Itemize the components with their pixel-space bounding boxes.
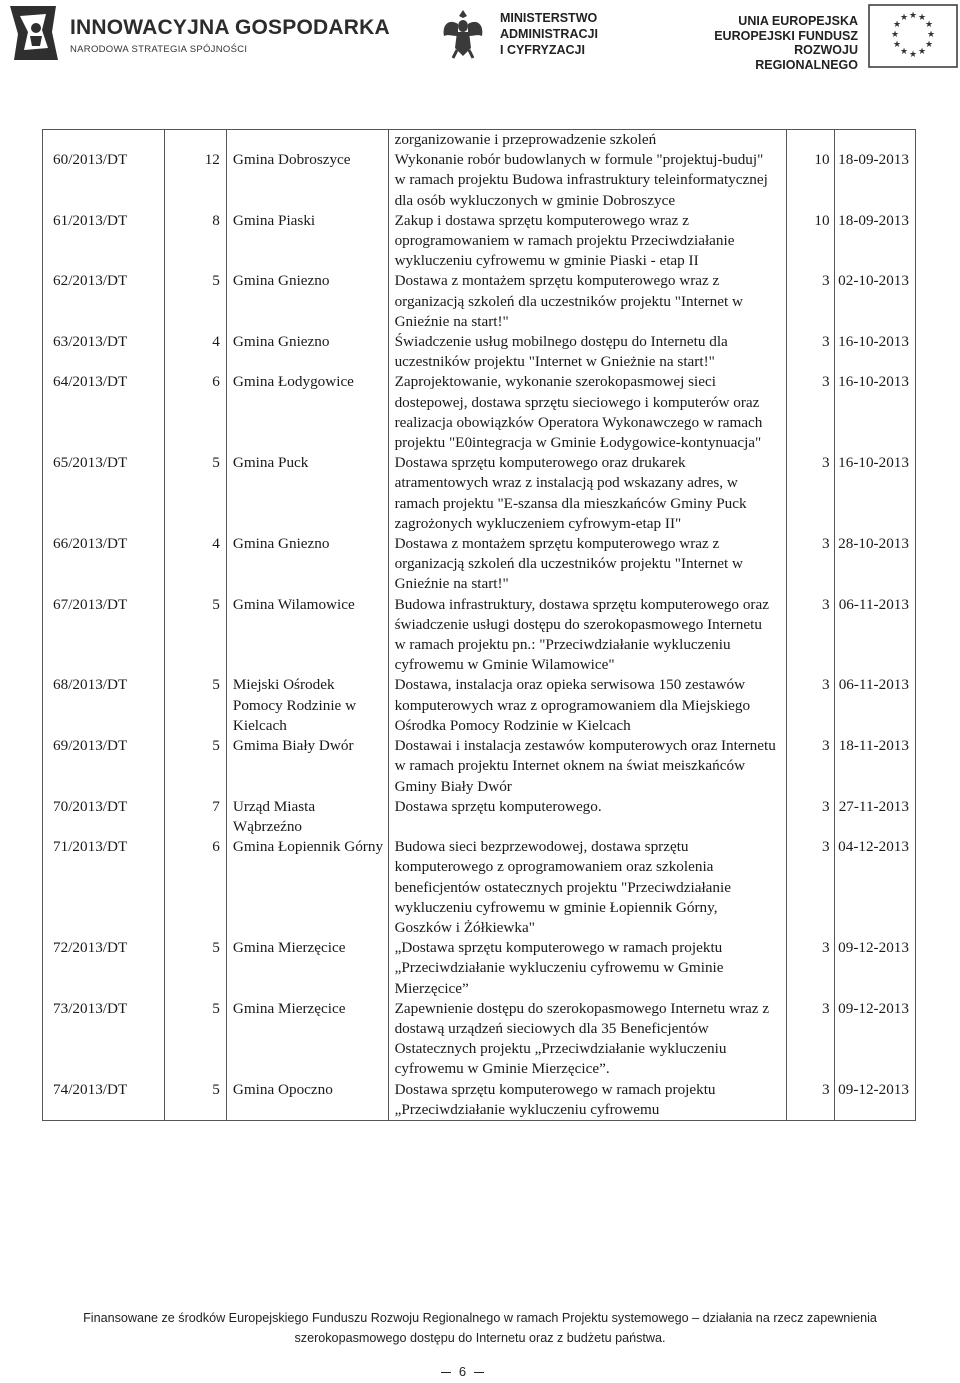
table-row [43, 332, 916, 372]
eu-line-3: ROZWOJU REGIONALNEGO [755, 43, 858, 72]
contract-description-cell: Zapewnienie dostępu do szerokopasmowego Internetu wraz z dostawą urządzeń sieciowych dla 35 Beneficjentów Ostatecznych projektu „Przeciwdziałanie wykluczeniu cyfrowemu w Gminie Mierzęcice”. [388, 999, 786, 1080]
beneficiary-name-cell: Gmina Gniezno [226, 534, 388, 595]
participants-count-cell: 12 [164, 150, 226, 211]
contracts-table-grid [42, 129, 916, 1121]
svg-text:★: ★ [908, 50, 918, 60]
contract-number-cell: 60/2013/DT [43, 150, 165, 211]
contract-number-cell: 61/2013/DT [43, 211, 165, 272]
contract-date-cell: 09-12-2013 [834, 1080, 915, 1121]
contract-date-cell: 06-11-2013 [834, 675, 915, 736]
eu-line-1: UNIA EUROPEJSKA [738, 14, 858, 28]
ministry-line-1: MINISTERSTWO [500, 11, 598, 25]
svg-text:★: ★ [926, 30, 936, 40]
offers-count-cell: 3 [787, 595, 835, 676]
participants-count-cell: 8 [164, 211, 226, 272]
eu-logo-text [712, 14, 858, 72]
ministry-line-2: ADMINISTRACJI [500, 27, 598, 41]
beneficiary-name-cell: Gmina Puck [226, 453, 388, 534]
offers-count-cell: 10 [787, 150, 835, 211]
table-row [43, 1080, 916, 1121]
contract-date-cell: 09-12-2013 [834, 999, 915, 1080]
contract-number-cell: 70/2013/DT [43, 797, 165, 837]
contract-date-cell [834, 130, 915, 151]
participants-count-cell [164, 130, 226, 151]
page-footer [0, 1308, 960, 1348]
table-row [43, 130, 916, 151]
table-row [43, 150, 916, 211]
contract-description-cell: Budowa infrastruktury, dostawa sprzętu komputerowego oraz świadczenie usługi dostępu do szerokopasmowego Internetu w ramach projektu pn.: "Przeciwdziałanie wykluczeniu cyfrowemu w Gminie Wilamowice" [388, 595, 786, 676]
beneficiary-name-cell: Gmina Łodygowice [226, 372, 388, 453]
contract-date-cell: 16-10-2013 [834, 372, 915, 453]
page-number-dash-right [474, 1372, 484, 1373]
offers-count-cell [787, 130, 835, 151]
offers-count-cell: 3 [787, 332, 835, 372]
svg-text:★: ★ [890, 30, 900, 40]
innowacyjna-gospodarka-logo [6, 2, 390, 68]
offers-count-cell: 3 [787, 736, 835, 797]
participants-count-cell: 5 [164, 938, 226, 999]
svg-text:★: ★ [924, 20, 934, 30]
beneficiary-name-cell: Gmina Wilamowice [226, 595, 388, 676]
offers-count-cell: 3 [787, 837, 835, 938]
footer-line-2: szerokopasmowego dostępu do Internetu oraz z budżetu państwa. [294, 1331, 666, 1345]
table-row [43, 453, 916, 534]
footer-line-1: Finansowane ze środków Europejskiego Funduszu Rozwoju Regionalnego w ramach Projektu systemowego – działania na rzecz zapewnienia [83, 1311, 877, 1325]
contract-description-cell: zorganizowanie i przeprowadzenie szkoleń [388, 130, 786, 151]
offers-count-cell: 3 [787, 675, 835, 736]
table-row [43, 938, 916, 999]
contract-number-cell: 72/2013/DT [43, 938, 165, 999]
contract-date-cell: 06-11-2013 [834, 595, 915, 676]
contract-date-cell: 16-10-2013 [834, 332, 915, 372]
participants-count-cell: 5 [164, 271, 226, 332]
contract-date-cell: 27-11-2013 [834, 797, 915, 837]
contract-description-cell: „Dostawa sprzętu komputerowego w ramach projektu „Przeciwdziałanie wykluczeniu cyfrowemu w Gminie Mierzęcice” [388, 938, 786, 999]
contract-description-cell: Wykonanie robór budowlanych w formule "projektuj-buduj" w ramach projektu Budowa infrastruktury teleinformatycznej dla osób wykluczonych w gminie Dobroszyce [388, 150, 786, 211]
beneficiary-name-cell: Gmina Mierzęcice [226, 938, 388, 999]
contract-date-cell: 02-10-2013 [834, 271, 915, 332]
participants-count-cell: 5 [164, 736, 226, 797]
table-row [43, 797, 916, 837]
offers-count-cell: 3 [787, 797, 835, 837]
eu-flag-icon [868, 4, 958, 68]
page-header [0, 0, 960, 72]
page-number-value: 6 [458, 1364, 467, 1379]
contract-number-cell: 64/2013/DT [43, 372, 165, 453]
beneficiary-name-cell: Miejski Ośrodek Pomocy Rodzinie w Kielcach [226, 675, 388, 736]
page-number-dash-left [441, 1372, 451, 1373]
beneficiary-name-cell: Gmina Mierzęcice [226, 999, 388, 1080]
beneficiary-name-cell: Gmina Gniezno [226, 271, 388, 332]
contract-description-cell: Dostawa sprzętu komputerowego oraz drukarek atramentowych wraz z instalacją pod wskazany adres, w ramach projektu "E-szansa dla mieszkańców Gminy Puck zagrożonych wykluczeniem cyfrowym-etap II" [388, 453, 786, 534]
contract-date-cell: 28-10-2013 [834, 534, 915, 595]
offers-count-cell: 3 [787, 938, 835, 999]
svg-text:★: ★ [899, 13, 909, 23]
table-row [43, 211, 916, 272]
contract-description-cell: Dostawa z montażem sprzętu komputerowego wraz z organizacją szkoleń dla uczestników projektu "Internet w Gnieźnie na start!" [388, 271, 786, 332]
eu-line-2: EUROPEJSKI FUNDUSZ [714, 28, 858, 43]
contract-description-cell: Dostawai i instalacja zestawów komputerowych oraz Internetu w ramach projektu Internet oknem na świat meiszkańców Gminy Biały Dwór [388, 736, 786, 797]
contract-date-cell: 18-09-2013 [834, 211, 915, 272]
participants-count-cell: 6 [164, 372, 226, 453]
contract-date-cell: 04-12-2013 [834, 837, 915, 938]
offers-count-cell: 3 [787, 372, 835, 453]
ministry-line-3: I CYFRYZACJI [500, 43, 585, 57]
beneficiary-name-cell [226, 130, 388, 151]
contract-number-cell: 63/2013/DT [43, 332, 165, 372]
contract-date-cell: 09-12-2013 [834, 938, 915, 999]
contract-number-cell: 74/2013/DT [43, 1080, 165, 1121]
contract-date-cell: 18-09-2013 [834, 150, 915, 211]
svg-text:★: ★ [892, 40, 902, 50]
contract-date-cell: 16-10-2013 [834, 453, 915, 534]
table-body [43, 130, 916, 1121]
svg-text:★: ★ [899, 47, 909, 57]
contract-number-cell: 73/2013/DT [43, 999, 165, 1080]
contract-description-cell: Świadczenie usług mobilnego dostępu do Internetu dla uczestników projektu "Internet w Gnieżnie na start!" [388, 332, 786, 372]
offers-count-cell: 3 [787, 534, 835, 595]
contract-description-cell: Dostawa z montażem sprzętu komputerowego wraz z organizacją szkoleń dla uczestników projektu "Internet w Gnieźnie na start!" [388, 534, 786, 595]
beneficiary-name-cell: Gmima Biały Dwór [226, 736, 388, 797]
offers-count-cell: 10 [787, 211, 835, 272]
svg-text:★: ★ [892, 20, 902, 30]
table-row [43, 736, 916, 797]
contracts-table [42, 129, 916, 1121]
table-row [43, 999, 916, 1080]
offers-count-cell: 3 [787, 999, 835, 1080]
beneficiary-name-cell: Gmina Dobroszyce [226, 150, 388, 211]
contract-date-cell: 18-11-2013 [834, 736, 915, 797]
waving-flag-icon [6, 2, 62, 66]
table-row [43, 271, 916, 332]
participants-count-cell: 4 [164, 332, 226, 372]
logo-left-title: INNOWACYJNA GOSPODARKA [70, 16, 390, 39]
contract-description-cell: Zakup i dostawa sprzętu komputerowego wraz z oprogramowaniem w ramach projektu Przeciwdziałanie wykluczeniu cyfrowemu w gminie Piaski - etap II [388, 211, 786, 272]
contract-number-cell: 66/2013/DT [43, 534, 165, 595]
ministry-logo-text [500, 10, 598, 58]
offers-count-cell: 3 [787, 453, 835, 534]
participants-count-cell: 5 [164, 999, 226, 1080]
participants-count-cell: 7 [164, 797, 226, 837]
contract-number-cell: 67/2013/DT [43, 595, 165, 676]
contract-number-cell: 71/2013/DT [43, 837, 165, 938]
beneficiary-name-cell: Gmina Piaski [226, 211, 388, 272]
contract-description-cell: Dostawa sprzętu komputerowego. [388, 797, 786, 837]
contract-number-cell [43, 130, 165, 151]
contract-description-cell: Dostawa, instalacja oraz opieka serwisowa 150 zestawów komputerowych wraz z oprogramowaniem dla Miejskiego Ośrodka Pomocy Rodzinie w Kielcach [388, 675, 786, 736]
table-row [43, 534, 916, 595]
participants-count-cell: 6 [164, 837, 226, 938]
participants-count-cell: 5 [164, 675, 226, 736]
contract-number-cell: 68/2013/DT [43, 675, 165, 736]
table-row [43, 675, 916, 736]
participants-count-cell: 5 [164, 453, 226, 534]
svg-text:★: ★ [908, 11, 918, 21]
offers-count-cell: 3 [787, 1080, 835, 1121]
contract-description-cell: Dostawa sprzętu komputerowego w ramach projektu „Przeciwdziałanie wykluczeniu cyfrowemu [388, 1080, 786, 1121]
participants-count-cell: 4 [164, 534, 226, 595]
contract-number-cell: 69/2013/DT [43, 736, 165, 797]
beneficiary-name-cell: Gmina Gniezno [226, 332, 388, 372]
contract-number-cell: 62/2013/DT [43, 271, 165, 332]
participants-count-cell: 5 [164, 1080, 226, 1121]
svg-text:★: ★ [917, 47, 927, 57]
table-row [43, 595, 916, 676]
logo-left-subtitle: NARODOWA STRATEGIA SPÓJNOŚCI [70, 44, 248, 55]
beneficiary-name-cell: Gmina Opoczno [226, 1080, 388, 1121]
svg-text:★: ★ [924, 40, 934, 50]
beneficiary-name-cell: Gmina Łopiennik Górny [226, 837, 388, 938]
table-row [43, 837, 916, 938]
contract-description-cell: Zaprojektowanie, wykonanie szerokopasmowej sieci dostepowej, dostawa sprzętu sieciowego i komputerów oraz realizacja obowiązków Operatora Wykonawczego w ramach projektu "E0integracja w Gminie Łodygowice-kontynuacja" [388, 372, 786, 453]
contract-description-cell: Budowa sieci bezprzewodowej, dostawa sprzętu komputerowego z oprogramowaniem oraz szkolenia beneficjentów ostatecznych projektu "Przeciwdziałanie wykluczeniu cyfrowemu w gminie Łopiennik Górny, Goszków i Żółkiewka" [388, 837, 786, 938]
beneficiary-name-cell: Urząd Miasta Wąbrzeźno [226, 797, 388, 837]
table-row [43, 372, 916, 453]
svg-text:★: ★ [917, 13, 927, 23]
polish-eagle-emblem-icon [440, 6, 486, 62]
page-number [0, 1364, 925, 1379]
participants-count-cell: 5 [164, 595, 226, 676]
offers-count-cell: 3 [787, 271, 835, 332]
contract-number-cell: 65/2013/DT [43, 453, 165, 534]
